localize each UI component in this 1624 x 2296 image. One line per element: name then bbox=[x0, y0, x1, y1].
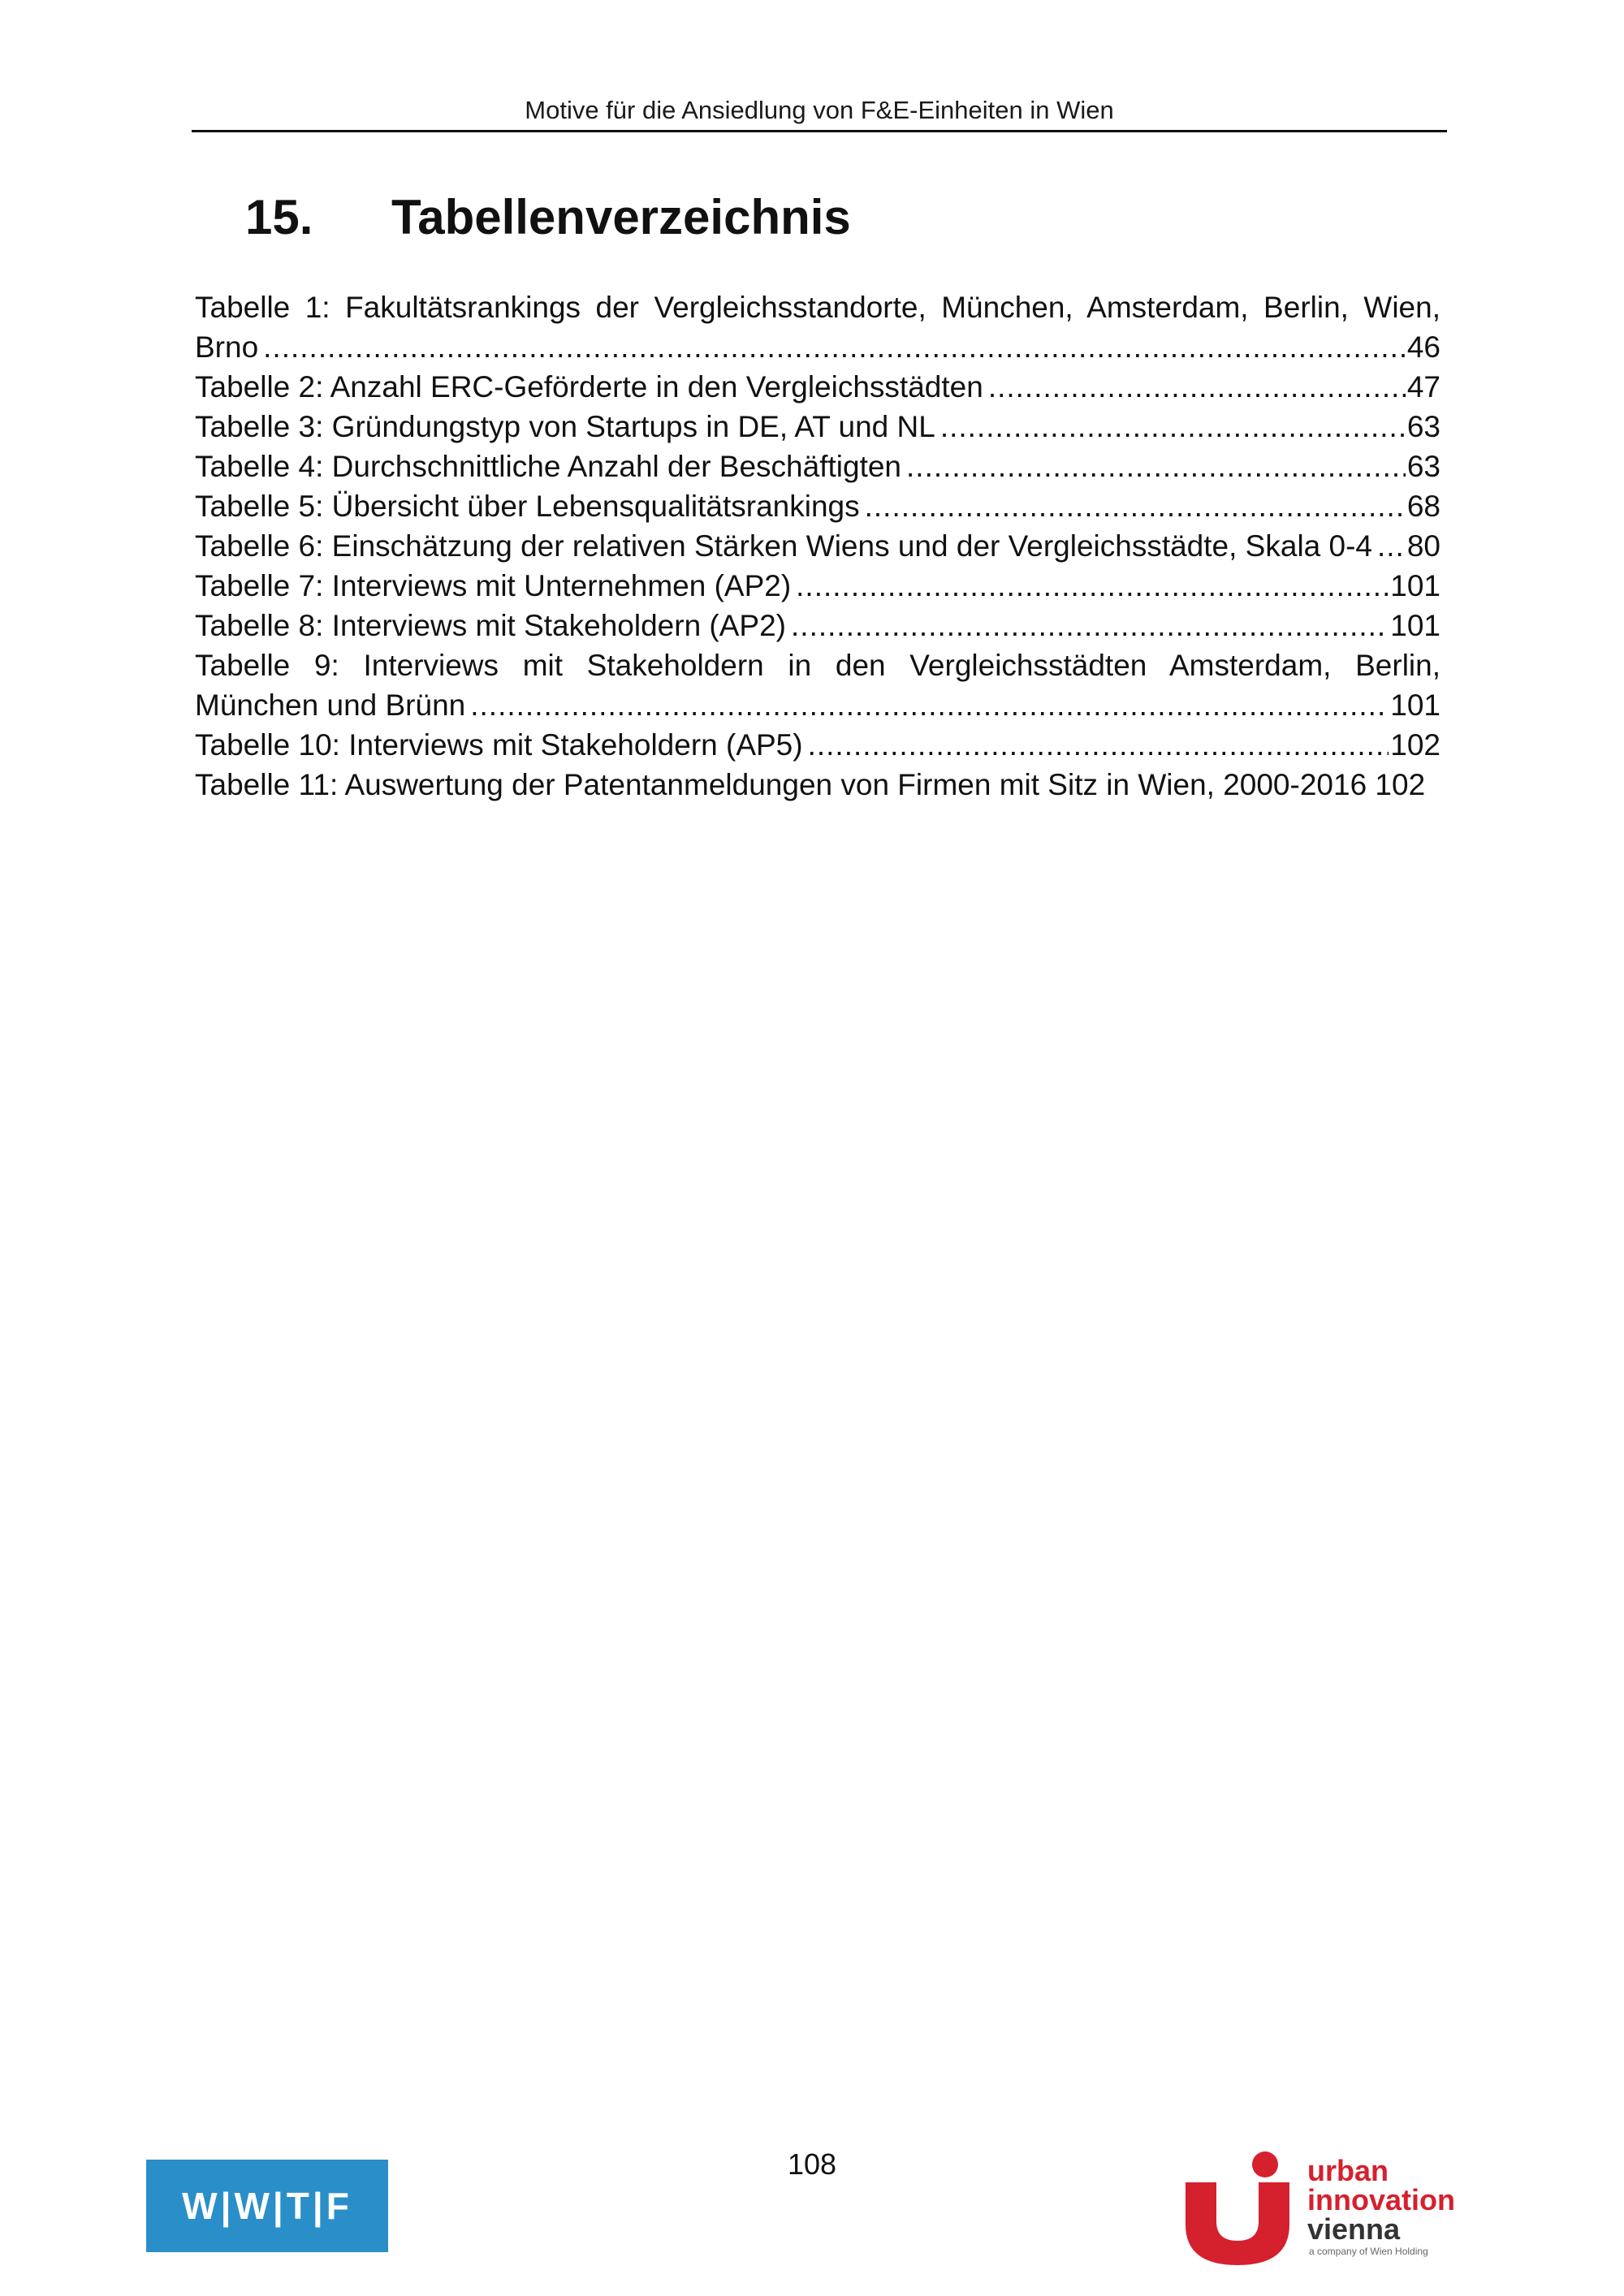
toc-entry-5[interactable] bbox=[195, 486, 1440, 526]
dot-leader bbox=[988, 367, 1406, 407]
toc-entry-title: Tabelle 7: Interviews mit Unternehmen (AP2) bbox=[195, 569, 792, 602]
toc-entry-page: 47 bbox=[1406, 370, 1440, 404]
toc-entry-title: Tabelle 5: Übersicht über Lebensqualitätsrankings bbox=[195, 490, 860, 523]
dot-leader bbox=[1377, 526, 1406, 566]
toc-entry-title: Tabelle 2: Anzahl ERC-Geförderte in den Vergleichsstädten bbox=[195, 370, 983, 404]
toc-entry-title: Tabelle 4: Durchschnittliche Anzahl der Beschäftigten bbox=[195, 450, 902, 483]
toc-entry-page: 63 bbox=[1406, 450, 1440, 483]
toc-entry-page: 101 bbox=[1390, 688, 1440, 722]
uiv-dot bbox=[1252, 2151, 1278, 2177]
uiv-tagline: a company of Wien Holding bbox=[1309, 2246, 1428, 2257]
header-rule bbox=[192, 130, 1447, 132]
dot-leader bbox=[865, 486, 1406, 526]
uiv-line-1: urban bbox=[1307, 2154, 1389, 2187]
dot-leader bbox=[808, 725, 1389, 765]
page-title bbox=[245, 185, 851, 250]
dot-leader bbox=[906, 447, 1406, 486]
toc-entry-page: 63 bbox=[1406, 410, 1440, 443]
section-title: Tabellenverzeichnis bbox=[391, 190, 851, 244]
dot-leader bbox=[940, 407, 1406, 447]
toc-entry-title: Tabelle 8: Interviews mit Stakeholdern (AP2) bbox=[195, 609, 787, 642]
dot-leader bbox=[263, 327, 1406, 367]
toc-entry-title: Tabelle 3: Gründungstyp von Startups in DE, AT und NL bbox=[195, 410, 935, 443]
toc-entry-8[interactable] bbox=[195, 606, 1440, 645]
toc-entry-line: Tabelle 9: Interviews mit Stakeholdern in den Vergleichsstädten Amsterdam, Berlin, bbox=[195, 649, 1440, 682]
dot-leader bbox=[470, 685, 1389, 725]
toc-entry-title: Tabelle 6: Einschätzung der relativen Stärken Wiens und der Vergleichsstädte, Skala 0-4 bbox=[195, 529, 1372, 563]
section-number: 15. bbox=[245, 190, 313, 244]
toc-entry-7[interactable] bbox=[195, 566, 1440, 606]
page-number: 108 bbox=[787, 2147, 837, 2181]
toc-entry-9[interactable] bbox=[195, 645, 1440, 725]
toc-entry-page: 68 bbox=[1406, 490, 1440, 523]
toc-entry-line: Tabelle 1: Fakultätsrankings der Vergleichsstandorte, München, Amsterdam, Berlin, Wien, bbox=[195, 291, 1440, 324]
uiv-logo-wordmark bbox=[1307, 2156, 1486, 2244]
toc-entry-6[interactable] bbox=[195, 526, 1440, 566]
dot-leader bbox=[796, 566, 1389, 606]
wwtf-logo-text: W|W|T|F bbox=[182, 2185, 352, 2227]
toc-entry-page: 101 bbox=[1390, 569, 1440, 602]
toc-entry-title: München und Brünn bbox=[195, 688, 466, 722]
table-of-tables bbox=[195, 287, 1440, 805]
toc-entry-10[interactable] bbox=[195, 725, 1440, 765]
toc-entry-page: 102 bbox=[1390, 728, 1440, 762]
toc-entry-page: 80 bbox=[1406, 529, 1440, 563]
toc-entry-page: 101 bbox=[1390, 609, 1440, 642]
dot-leader bbox=[791, 606, 1389, 645]
toc-entry-page: 46 bbox=[1406, 330, 1440, 364]
uiv-i-stem bbox=[1231, 2192, 1244, 2231]
toc-entry-4[interactable] bbox=[195, 447, 1440, 486]
toc-entry-1[interactable] bbox=[195, 287, 1440, 367]
toc-entry-title: Brno bbox=[195, 330, 259, 364]
wwtf-logo bbox=[146, 2160, 388, 2252]
toc-entry-title: Tabelle 10: Interviews mit Stakeholdern (AP5) bbox=[195, 728, 803, 762]
toc-entry-2[interactable] bbox=[195, 367, 1440, 407]
running-header: Motive für die Ansiedlung von F&E-Einheiten in Wien bbox=[525, 96, 1114, 124]
toc-entry-3[interactable] bbox=[195, 407, 1440, 447]
uiv-line-2: innovation bbox=[1307, 2183, 1455, 2216]
toc-entry-11[interactable]: Tabelle 11: Auswertung der Patentanmeldungen von Firmen mit Sitz in Wien, 2000-2016 102 bbox=[195, 768, 1426, 801]
uiv-line-3: vienna bbox=[1307, 2212, 1401, 2246]
